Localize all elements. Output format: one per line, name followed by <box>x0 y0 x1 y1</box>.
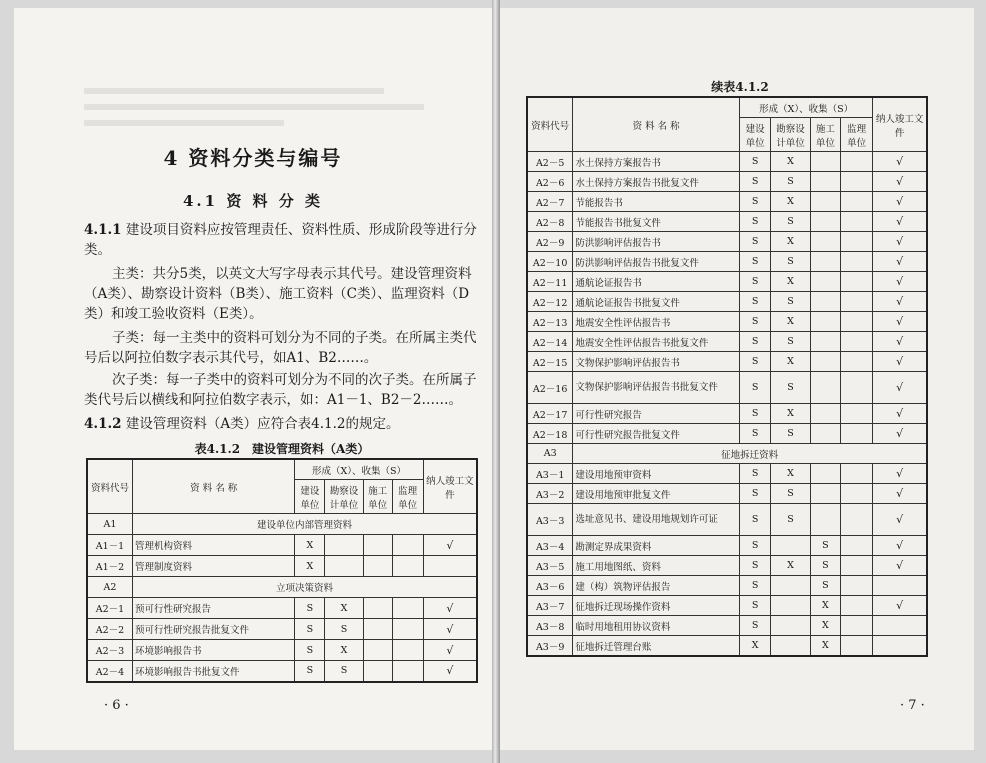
page-number: · 7 · <box>900 698 925 713</box>
bleed-through-line <box>84 88 384 94</box>
cell-construction-unit: S <box>739 616 770 636</box>
cell-archive-flag: √ <box>873 172 927 192</box>
row-name: 通航论证报告书 <box>573 272 740 292</box>
cell-archive-flag: √ <box>873 352 927 372</box>
cell-design-unit: S <box>771 332 811 352</box>
paragraph-4-1-1 <box>84 220 480 260</box>
clause-text: 建设项目资料应按管理责任、资料性质、形成阶段等进行分类。 <box>84 222 477 258</box>
cell-archive-flag: √ <box>873 192 927 212</box>
cell-design-unit: X <box>771 404 811 424</box>
cell-supervisor-unit <box>840 536 872 556</box>
cell-builder-unit <box>810 484 840 504</box>
cell-supervisor-unit <box>840 616 872 636</box>
cell-builder-unit <box>363 619 392 640</box>
right-page <box>500 8 974 750</box>
table-row <box>527 556 927 576</box>
cell-construction-unit: S <box>739 292 770 312</box>
table-row <box>87 598 477 619</box>
cell-archive-flag: √ <box>873 424 927 444</box>
cell-archive-flag: √ <box>873 556 927 576</box>
row-code: A3－6 <box>527 576 573 596</box>
cell-builder-unit: X <box>810 636 840 657</box>
cell-design-unit: S <box>325 619 363 640</box>
cell-supervisor-unit <box>840 292 872 312</box>
header-archive: 纳人竣工文件 <box>423 459 477 514</box>
table-row <box>527 504 927 536</box>
cell-builder-unit <box>810 252 840 272</box>
row-name: 临时用地租用协议资料 <box>573 616 740 636</box>
table-group-row <box>87 514 477 535</box>
header-name: 资 料 名 称 <box>133 459 295 514</box>
cell-construction-unit: S <box>739 536 770 556</box>
cell-archive-flag: √ <box>873 252 927 272</box>
cell-builder-unit <box>810 504 840 536</box>
cell-design-unit: X <box>771 312 811 332</box>
cell-builder-unit: S <box>810 536 840 556</box>
bleed-through-line <box>84 120 284 126</box>
cell-design-unit <box>771 576 811 596</box>
section-title: 4.1 资 料 分 类 <box>183 192 323 210</box>
row-code: A3－4 <box>527 536 573 556</box>
cell-supervisor-unit <box>840 212 872 232</box>
table-row <box>527 232 927 252</box>
row-code: A2－4 <box>87 661 133 682</box>
cell-archive-flag: √ <box>873 152 927 172</box>
row-name: 防洪影响评估报告书 <box>573 232 740 252</box>
cell-construction-unit: S <box>739 332 770 352</box>
cell-archive-flag <box>873 616 927 636</box>
cell-builder-unit <box>810 404 840 424</box>
cell-construction-unit: S <box>295 598 325 619</box>
row-code: A2－18 <box>527 424 573 444</box>
cell-construction-unit: S <box>739 596 770 616</box>
cell-supervisor-unit <box>840 252 872 272</box>
cell-builder-unit <box>810 352 840 372</box>
header-name: 资 料 名 称 <box>573 97 740 152</box>
paragraph-sub-sub-class: 次子类：每一子类中的资料可划分为不同的次子类。在所属子类代号后以横线和阿拉伯数字表示，如：A1－1、B2－2……。 <box>84 372 477 408</box>
row-name: 通航论证报告书批复文件 <box>573 292 740 312</box>
group-title: 建设单位内部管理资料 <box>133 514 478 535</box>
cell-archive-flag: √ <box>873 312 927 332</box>
table-row <box>527 576 927 596</box>
cell-design-unit: X <box>325 640 363 661</box>
cell-archive-flag <box>873 576 927 596</box>
row-code: A2－16 <box>527 372 573 404</box>
table-row <box>527 372 927 404</box>
row-code: A2－10 <box>527 252 573 272</box>
cell-construction-unit: X <box>295 556 325 577</box>
row-name: 水土保持方案报告书 <box>573 152 740 172</box>
cell-builder-unit <box>810 172 840 192</box>
cell-supervisor-unit <box>840 232 872 252</box>
cell-construction-unit: S <box>739 576 770 596</box>
cell-builder-unit <box>810 232 840 252</box>
row-code: A2 <box>87 577 133 598</box>
bleed-through-line <box>84 104 424 110</box>
cell-archive-flag: √ <box>423 661 477 682</box>
data-table-left <box>86 458 478 683</box>
row-name: 选址意见书、建设用地规划许可证 <box>573 504 740 536</box>
row-name: 征地拆迁管理台账 <box>573 636 740 657</box>
row-name: 环境影响报告书批复文件 <box>133 661 295 682</box>
cell-supervisor-unit <box>840 464 872 484</box>
row-code: A2－14 <box>527 332 573 352</box>
table-row <box>527 332 927 352</box>
clause-text: 建设管理资料（A类）应符合表4.1.2的规定。 <box>125 416 400 432</box>
row-name: 勘测定界成果资料 <box>573 536 740 556</box>
cell-construction-unit: S <box>739 372 770 404</box>
cell-builder-unit <box>363 598 392 619</box>
row-code: A2－5 <box>527 152 573 172</box>
row-name: 防洪影响评估报告书批复文件 <box>573 252 740 272</box>
header-unit-builder: 施工单位 <box>810 118 840 152</box>
cell-supervisor-unit <box>840 352 872 372</box>
cell-builder-unit <box>363 640 392 661</box>
table-row <box>527 272 927 292</box>
cell-builder-unit <box>810 212 840 232</box>
row-name: 水土保持方案报告书批复文件 <box>573 172 740 192</box>
cell-design-unit: X <box>325 598 363 619</box>
cell-design-unit <box>771 596 811 616</box>
cell-builder-unit <box>810 464 840 484</box>
cell-design-unit <box>771 616 811 636</box>
cell-construction-unit: S <box>739 272 770 292</box>
cell-archive-flag: √ <box>873 272 927 292</box>
row-code: A2－13 <box>527 312 573 332</box>
cell-builder-unit <box>810 372 840 404</box>
cell-builder-unit <box>810 312 840 332</box>
cell-construction-unit: S <box>739 404 770 424</box>
cell-archive-flag: √ <box>873 332 927 352</box>
cell-supervisor-unit <box>840 272 872 292</box>
cell-supervisor-unit <box>840 312 872 332</box>
table-row <box>87 535 477 556</box>
cell-archive-flag: √ <box>873 372 927 404</box>
table-row <box>527 292 927 312</box>
cell-supervisor-unit <box>840 192 872 212</box>
cell-construction-unit: S <box>739 556 770 576</box>
row-code: A2－6 <box>527 172 573 192</box>
cell-design-unit: S <box>771 424 811 444</box>
cell-supervisor-unit <box>840 596 872 616</box>
cell-construction-unit: S <box>739 212 770 232</box>
cell-archive-flag: √ <box>873 464 927 484</box>
cell-builder-unit <box>810 192 840 212</box>
row-name: 节能报告书批复文件 <box>573 212 740 232</box>
cell-construction-unit: S <box>739 152 770 172</box>
cell-construction-unit: S <box>739 312 770 332</box>
row-code: A2－15 <box>527 352 573 372</box>
row-name: 征地拆迁现场操作资料 <box>573 596 740 616</box>
cell-design-unit: S <box>771 172 811 192</box>
row-name: 地震安全性评估报告书批复文件 <box>573 332 740 352</box>
table-row <box>527 172 927 192</box>
cell-supervisor-unit <box>840 504 872 536</box>
cell-design-unit: X <box>771 232 811 252</box>
cell-archive-flag: √ <box>873 232 927 252</box>
cell-design-unit: S <box>771 292 811 312</box>
cell-supervisor-unit <box>392 556 423 577</box>
cell-supervisor-unit <box>840 372 872 404</box>
cell-supervisor-unit <box>840 484 872 504</box>
cell-construction-unit: X <box>739 636 770 657</box>
table-row <box>527 616 927 636</box>
table-row <box>527 464 927 484</box>
table-row <box>527 536 927 556</box>
cell-construction-unit: S <box>739 352 770 372</box>
table-row <box>87 619 477 640</box>
row-name: 管理机构资料 <box>133 535 295 556</box>
cell-design-unit: S <box>771 212 811 232</box>
cell-construction-unit: S <box>739 252 770 272</box>
cell-supervisor-unit <box>392 598 423 619</box>
cell-construction-unit: S <box>739 232 770 252</box>
cell-construction-unit: S <box>295 661 325 682</box>
row-code: A1－1 <box>87 535 133 556</box>
cell-construction-unit: S <box>739 504 770 536</box>
table-row <box>87 640 477 661</box>
header-code: 资料代号 <box>87 459 133 514</box>
header-unit-builder: 施工单位 <box>363 480 392 514</box>
row-code: A3－9 <box>527 636 573 657</box>
cell-supervisor-unit <box>840 576 872 596</box>
cell-archive-flag: √ <box>423 640 477 661</box>
row-code: A3－7 <box>527 596 573 616</box>
cell-builder-unit <box>810 272 840 292</box>
group-title: 立项决策资料 <box>133 577 478 598</box>
cell-construction-unit: X <box>295 535 325 556</box>
table-row <box>527 636 927 657</box>
header-form: 形成（X）、收集（S） <box>295 459 423 480</box>
cell-design-unit <box>771 636 811 657</box>
cell-archive-flag: √ <box>423 535 477 556</box>
row-code: A3－2 <box>527 484 573 504</box>
row-name: 预可行性研究报告 <box>133 598 295 619</box>
row-code: A2－11 <box>527 272 573 292</box>
row-name: 建设用地预审批复文件 <box>573 484 740 504</box>
cell-supervisor-unit <box>840 424 872 444</box>
cell-builder-unit <box>363 661 392 682</box>
header-unit-construction: 建设单位 <box>739 118 770 152</box>
cell-archive-flag: √ <box>873 536 927 556</box>
table-caption: 续表4.1.2 <box>711 80 769 94</box>
cell-supervisor-unit <box>840 636 872 657</box>
cell-archive-flag: √ <box>873 484 927 504</box>
page-number: · 6 · <box>104 698 129 713</box>
header-unit-supervisor: 监理单位 <box>840 118 872 152</box>
row-name: 节能报告书 <box>573 192 740 212</box>
cell-builder-unit <box>810 332 840 352</box>
row-code: A2－12 <box>527 292 573 312</box>
table-row <box>527 312 927 332</box>
row-code: A2－17 <box>527 404 573 424</box>
table-row <box>527 424 927 444</box>
header-unit-supervisor: 监理单位 <box>392 480 423 514</box>
table-row <box>527 352 927 372</box>
cell-builder-unit: X <box>810 596 840 616</box>
cell-design-unit: S <box>771 252 811 272</box>
cell-builder-unit: X <box>810 616 840 636</box>
cell-supervisor-unit <box>392 619 423 640</box>
header-unit-construction: 建设单位 <box>295 480 325 514</box>
cell-construction-unit: S <box>739 172 770 192</box>
cell-archive-flag: √ <box>873 504 927 536</box>
table-row <box>527 484 927 504</box>
row-code: A2－3 <box>87 640 133 661</box>
row-code: A3－1 <box>527 464 573 484</box>
cell-design-unit: S <box>771 504 811 536</box>
paragraph-sub-class: 子类：每一主类中的资料可划分为不同的子类。在所属主类代号后以阿拉伯数字表示其代号，如A1、B2……。 <box>84 330 477 366</box>
row-name: 施工用地图纸、资料 <box>573 556 740 576</box>
cell-supervisor-unit <box>840 404 872 424</box>
table-row <box>527 404 927 424</box>
cell-builder-unit <box>810 152 840 172</box>
cell-construction-unit: S <box>295 619 325 640</box>
cell-design-unit: X <box>771 192 811 212</box>
header-archive: 纳人竣工文件 <box>873 97 927 152</box>
cell-design-unit: X <box>771 152 811 172</box>
book-spine <box>492 0 500 763</box>
row-code: A3 <box>527 444 573 464</box>
cell-supervisor-unit <box>840 152 872 172</box>
header-unit-design: 勘察设计单位 <box>325 480 363 514</box>
cell-archive-flag <box>873 636 927 657</box>
table-row <box>87 556 477 577</box>
row-name: 建设用地预审资料 <box>573 464 740 484</box>
cell-design-unit: S <box>771 372 811 404</box>
row-code: A2－9 <box>527 232 573 252</box>
cell-archive-flag: √ <box>873 292 927 312</box>
cell-design-unit: X <box>771 352 811 372</box>
cell-supervisor-unit <box>840 172 872 192</box>
row-code: A3－5 <box>527 556 573 576</box>
row-code: A2－8 <box>527 212 573 232</box>
cell-builder-unit <box>363 535 392 556</box>
cell-builder-unit <box>363 556 392 577</box>
cell-design-unit: X <box>771 464 811 484</box>
table-row <box>527 152 927 172</box>
table-row <box>527 212 927 232</box>
chapter-title: 4 资料分类与编号 <box>163 146 343 170</box>
cell-design-unit: X <box>771 556 811 576</box>
row-code: A1 <box>87 514 133 535</box>
cell-supervisor-unit <box>840 332 872 352</box>
table-row <box>527 252 927 272</box>
cell-construction-unit: S <box>739 192 770 212</box>
row-code: A3－3 <box>527 504 573 536</box>
cell-builder-unit: S <box>810 576 840 596</box>
table-caption: 表4.1.2 建设管理资料（A类） <box>194 442 370 456</box>
cell-construction-unit: S <box>739 484 770 504</box>
row-code: A2－2 <box>87 619 133 640</box>
table-row <box>527 192 927 212</box>
table-row <box>87 661 477 682</box>
cell-design-unit <box>325 535 363 556</box>
cell-construction-unit: S <box>295 640 325 661</box>
cell-archive-flag: √ <box>873 212 927 232</box>
cell-archive-flag: √ <box>423 619 477 640</box>
table-row <box>527 596 927 616</box>
cell-construction-unit: S <box>739 424 770 444</box>
paragraph-4-1-2 <box>84 414 480 434</box>
cell-builder-unit <box>810 292 840 312</box>
row-name: 文物保护影响评估报告书批复文件 <box>573 372 740 404</box>
cell-builder-unit <box>810 424 840 444</box>
cell-design-unit: S <box>771 484 811 504</box>
row-name: 管理制度资料 <box>133 556 295 577</box>
cell-design-unit <box>771 536 811 556</box>
row-name: 建（构）筑物评估报告 <box>573 576 740 596</box>
cell-design-unit <box>325 556 363 577</box>
row-name: 地震安全性评估报告书 <box>573 312 740 332</box>
row-code: A2－1 <box>87 598 133 619</box>
cell-archive-flag <box>423 556 477 577</box>
data-table-right <box>526 96 928 657</box>
cell-archive-flag: √ <box>873 404 927 424</box>
row-name: 预可行性研究报告批复文件 <box>133 619 295 640</box>
row-code: A1－2 <box>87 556 133 577</box>
row-code: A2－7 <box>527 192 573 212</box>
cell-archive-flag: √ <box>873 596 927 616</box>
cell-builder-unit: S <box>810 556 840 576</box>
header-code: 资料代号 <box>527 97 573 152</box>
paragraph-main-class: 主类：共分5类，以英文大写字母表示其代号。建设管理资料（A类）、勘察设计资料（B类）、施工资料（C类）、监理资料（D类）和竣工验收资料（E类）。 <box>84 266 472 322</box>
table-group-row <box>87 577 477 598</box>
row-name: 可行性研究报告 <box>573 404 740 424</box>
row-name: 文物保护影响评估报告书 <box>573 352 740 372</box>
clause-number: 4.1.1 <box>84 222 122 238</box>
cell-design-unit: X <box>771 272 811 292</box>
left-page <box>14 8 492 750</box>
cell-supervisor-unit <box>840 556 872 576</box>
cell-design-unit: S <box>325 661 363 682</box>
cell-supervisor-unit <box>392 535 423 556</box>
cell-supervisor-unit <box>392 640 423 661</box>
group-title: 征地拆迁资料 <box>573 444 927 464</box>
table-group-row <box>527 444 927 464</box>
cell-supervisor-unit <box>392 661 423 682</box>
cell-construction-unit: S <box>739 464 770 484</box>
row-name: 环境影响报告书 <box>133 640 295 661</box>
clause-number: 4.1.2 <box>84 416 122 432</box>
header-form: 形成（X）、收集（S） <box>739 97 872 118</box>
header-unit-design: 勘察设计单位 <box>771 118 811 152</box>
cell-archive-flag: √ <box>423 598 477 619</box>
row-name: 可行性研究报告批复文件 <box>573 424 740 444</box>
row-code: A3－8 <box>527 616 573 636</box>
